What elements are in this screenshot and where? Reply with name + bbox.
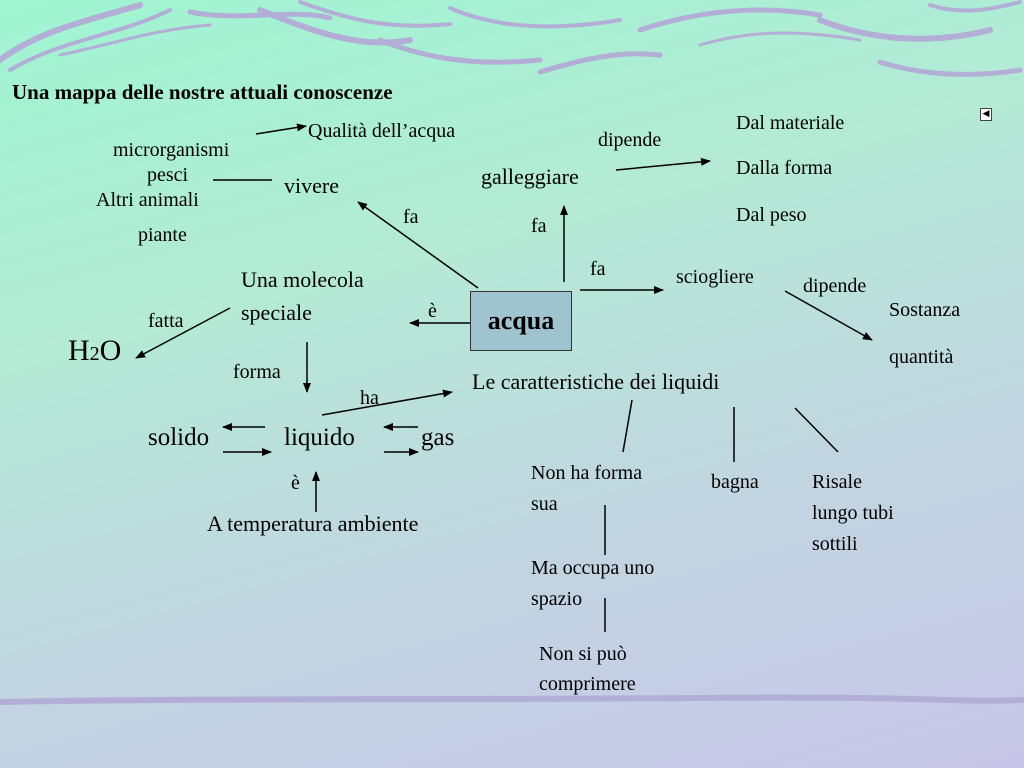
label-fa-sciogliere: fa: [590, 258, 606, 280]
arrow-sciogliere-dipende: [785, 291, 872, 340]
node-qualita: Qualità dell’acqua: [308, 120, 456, 142]
node-non-si-puo-line2: comprimere: [539, 673, 636, 695]
node-dal-materiale: Dal materiale: [736, 112, 845, 134]
node-ma-occupa-line1: Ma occupa uno: [531, 557, 655, 579]
node-non-si-puo-line1: Non si può: [539, 643, 627, 665]
node-solido: solido: [148, 424, 210, 451]
node-h2o: H2O: [68, 334, 122, 367]
label-fa-galleggiare: fa: [531, 215, 547, 237]
arrow-forma-caratteristiche: [322, 392, 452, 415]
page-title: Una mappa delle nostre attuali conoscenze: [12, 80, 393, 104]
center-node-acqua: acqua: [470, 291, 572, 351]
node-piante: piante: [138, 224, 187, 246]
line-caratteristiche-forma: [623, 400, 632, 452]
speaker-back-icon[interactable]: ◀: [980, 108, 992, 121]
label-fatta: fatta: [148, 310, 184, 332]
node-bagna: bagna: [711, 471, 759, 493]
node-risale-line2: lungo tubi: [812, 502, 894, 524]
label-e-molecola: è: [428, 300, 437, 322]
node-altri-animali: Altri animali: [96, 189, 199, 211]
node-vivere: vivere: [284, 173, 339, 198]
arrow-galleggiare-dipende: [616, 161, 710, 170]
node-gas: gas: [421, 424, 455, 451]
line-caratteristiche-risale: [795, 408, 838, 452]
node-microrganismi: microrganismi: [113, 139, 230, 161]
label-ha: ha: [360, 387, 379, 409]
label-dipende-galleggiare: dipende: [598, 129, 662, 151]
node-molecola-line1: Una molecola: [241, 267, 364, 292]
node-non-ha-forma-line2: sua: [531, 493, 558, 515]
label-dipende-sciogliere: dipende: [803, 275, 867, 297]
node-sciogliere: sciogliere: [676, 266, 754, 288]
node-liquido: liquido: [284, 424, 355, 451]
node-quantita: quantità: [889, 346, 954, 368]
node-dal-peso: Dal peso: [736, 204, 807, 226]
node-ma-occupa-line2: spazio: [531, 588, 583, 610]
node-temperatura: A temperatura ambiente: [207, 511, 419, 536]
node-non-ha-forma-line1: Non ha forma: [531, 462, 643, 484]
node-sostanza: Sostanza: [889, 299, 961, 321]
node-risale-line3: sottili: [812, 533, 858, 555]
node-pesci: pesci: [147, 164, 189, 186]
node-galleggiare: galleggiare: [481, 164, 579, 189]
arrow-microrganismi-qualita: [256, 126, 306, 134]
label-e-temperatura: è: [291, 472, 300, 494]
node-risale-line1: Risale: [812, 471, 862, 493]
node-dalla-forma: Dalla forma: [736, 157, 833, 179]
label-forma: forma: [233, 361, 281, 383]
node-molecola-line2: speciale: [241, 300, 312, 325]
node-caratteristiche: Le caratteristiche dei liquidi: [472, 369, 720, 394]
label-fa-vivere: fa: [403, 206, 419, 228]
